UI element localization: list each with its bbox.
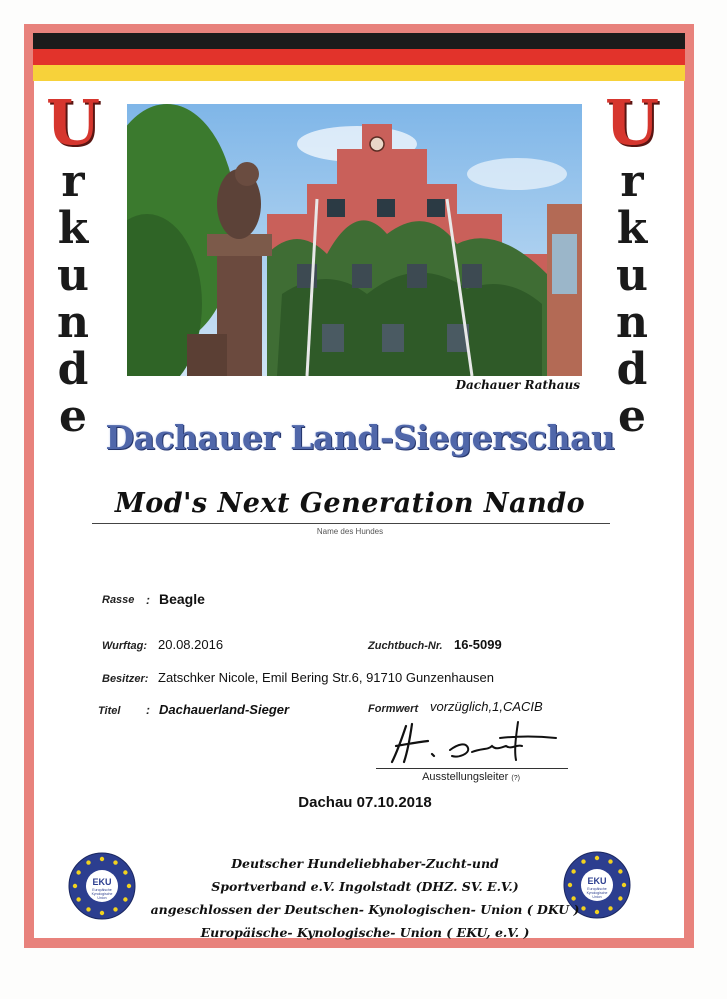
besitzer-label: Besitzer: [102, 673, 149, 685]
eku-line2: Kynologische [586, 891, 608, 895]
place-date: Dachau 07.10.2018 [298, 794, 432, 811]
german-flag-band [33, 33, 685, 81]
zuchtbuch-label: Zuchtbuch-Nr. [368, 640, 443, 652]
eku-line1: Europäische [92, 888, 112, 892]
eku-line3: Union [97, 896, 107, 900]
eku-abbr: EKU [92, 877, 112, 887]
dog-name: Mod's Next Generation Nando [114, 488, 586, 519]
rasse-value: Beagle [159, 591, 205, 607]
dog-name-label: Name des Hundes [316, 527, 384, 536]
signature-line [376, 768, 568, 769]
footer-line: Deutscher Hundeliebhaber-Zucht-und [231, 856, 499, 871]
footer-line: Sportverband e.V. Ingolstadt (DHZ. SV. E.V.) [211, 879, 519, 894]
town-hall-photo [127, 104, 582, 376]
formwert-value: vorzüglich,1,CACIB [430, 699, 543, 714]
photo-caption: Dachauer Rathaus [455, 378, 580, 392]
rasse-separator: : [146, 593, 150, 607]
handwritten-signature [388, 716, 568, 768]
wurftag-label: Wurftag: [102, 640, 148, 652]
formwert-label: Formwert [368, 703, 419, 715]
rasse-label: Rasse [102, 594, 135, 606]
eku-line1: Europäische [587, 887, 607, 891]
event-title: Dachauer Land-Siegerschau [105, 418, 615, 457]
besitzer-value: Zatschker Nicole, Emil Bering Str.6, 91710 Gunzenhausen [158, 670, 495, 685]
urkunde-vertical-left: U r k u n d e [45, 86, 101, 442]
titel-value: Dachauerland-Sieger [159, 702, 290, 717]
signature-label: Ausstellungsleiter (?) [422, 771, 520, 783]
titel-separator: : [146, 703, 150, 717]
footer-line: Europäische- Kynologische- Union ( EKU, e.V. ) [200, 925, 530, 940]
zuchtbuch-value: 16-5099 [454, 637, 502, 652]
footer-organization [150, 852, 580, 944]
eku-line3: Union [592, 895, 602, 899]
titel-label: Titel [98, 705, 121, 717]
eku-logo-left [68, 852, 136, 920]
eku-line2: Kynologische [91, 892, 113, 896]
dog-name-underline [92, 523, 610, 524]
footer-line: angeschlossen der Deutschen- Kynologischen- Union ( DKU ) [150, 902, 580, 917]
wurftag-value: 20.08.2016 [158, 637, 224, 652]
eku-abbr: EKU [587, 876, 607, 886]
urkunde-vertical-right: U r k u n d e [604, 86, 660, 442]
